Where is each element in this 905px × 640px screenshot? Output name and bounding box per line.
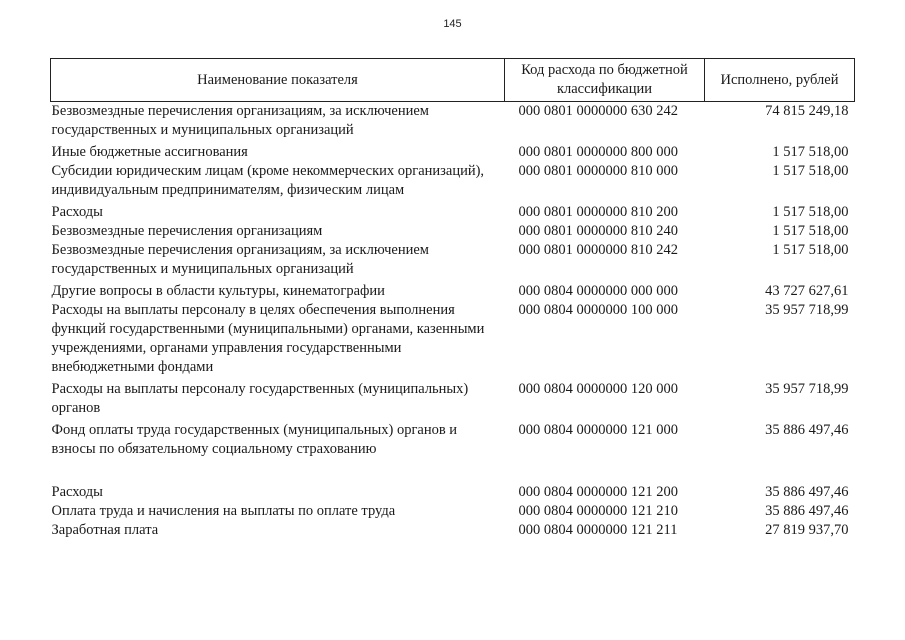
row-code: 000 0804 0000000 121 211: [518, 522, 678, 538]
row-amount: 35 957 718,99: [765, 381, 849, 397]
row-code: 000 0804 0000000 121 200: [518, 484, 678, 500]
row-code: 000 0801 0000000 800 000: [518, 144, 678, 160]
row-amount: 1 517 518,00: [772, 144, 849, 160]
row-amount: 35 957 718,99: [765, 302, 849, 318]
row-code: 000 0804 0000000 000 000: [518, 283, 678, 299]
row-code: 000 0804 0000000 121 210: [518, 503, 678, 519]
table-row: [51, 502, 855, 521]
row-code: 000 0801 0000000 810 000: [518, 163, 678, 179]
row-name: Безвозмездные перечисления организациям: [51, 223, 323, 239]
row-code: 000 0804 0000000 120 000: [518, 381, 678, 397]
header-budget-code: Код расхода по бюджетной классификации: [505, 59, 705, 102]
table-row: [51, 162, 855, 203]
row-name: Иные бюджетные ассигнования: [51, 144, 248, 160]
table-row: [51, 282, 855, 301]
row-amount: 1 517 518,00: [772, 223, 849, 239]
table-row: [51, 301, 855, 380]
row-amount: 1 517 518,00: [772, 204, 849, 220]
row-code: 000 0801 0000000 810 242: [518, 242, 678, 258]
table-row: [51, 143, 855, 162]
table-body: [51, 102, 855, 541]
row-name: Расходы: [51, 204, 103, 220]
row-name: Безвозмездные перечисления организациям, за исключением государственных и муниципальных организаций: [51, 242, 429, 277]
row-amount: 74 815 249,18: [765, 103, 849, 119]
table-row: [51, 222, 855, 241]
table-row: [51, 380, 855, 421]
table-row: [51, 521, 855, 540]
row-name: Другие вопросы в области культуры, кинематографии: [51, 283, 385, 299]
row-name: Субсидии юридическим лицам (кроме некоммерческих организаций), индивидуальным предпринимателям, физическим лицам: [51, 163, 485, 198]
row-code: 000 0804 0000000 121 000: [518, 422, 678, 438]
table-row: [51, 241, 855, 282]
row-amount: 35 886 497,46: [765, 484, 849, 500]
row-name: Расходы: [51, 484, 103, 500]
row-name: Расходы на выплаты персоналу в целях обеспечения выполнения функций государственными (муниципальными) органами, казенными учреждениями, органами управления государственными внебюджетными фондами: [51, 302, 485, 375]
row-name: Безвозмездные перечисления организациям, за исключением государственных и муниципальных организаций: [51, 103, 429, 138]
table-row: [51, 421, 855, 483]
table-row: [51, 102, 855, 144]
row-code: 000 0801 0000000 810 200: [518, 204, 678, 220]
row-amount: 27 819 937,70: [765, 522, 849, 538]
row-name: Расходы на выплаты персоналу государственных (муниципальных) органов: [51, 381, 469, 416]
header-row: [51, 59, 855, 102]
table-header: [51, 59, 855, 102]
row-amount: 1 517 518,00: [772, 242, 849, 258]
header-indicator-name: Наименование показателя: [51, 59, 505, 102]
row-code: 000 0804 0000000 100 000: [518, 302, 678, 318]
table-row: [51, 483, 855, 502]
header-executed-amount: Исполнено, рублей: [705, 59, 855, 102]
row-code: 000 0801 0000000 630 242: [518, 103, 678, 119]
row-amount: 1 517 518,00: [772, 163, 849, 179]
page-number: 145: [443, 18, 462, 30]
row-name: Оплата труда и начисления на выплаты по оплате труда: [51, 503, 396, 519]
table-row: [51, 203, 855, 222]
row-name: Фонд оплаты труда государственных (муниципальных) органов и взносы по обязательному социальному страхованию: [51, 422, 458, 457]
row-name: Заработная плата: [51, 522, 159, 538]
expenditure-table: [50, 58, 855, 540]
row-amount: 43 727 627,61: [765, 283, 849, 299]
row-amount: 35 886 497,46: [765, 422, 849, 438]
row-amount: 35 886 497,46: [765, 503, 849, 519]
row-code: 000 0801 0000000 810 240: [518, 223, 678, 239]
